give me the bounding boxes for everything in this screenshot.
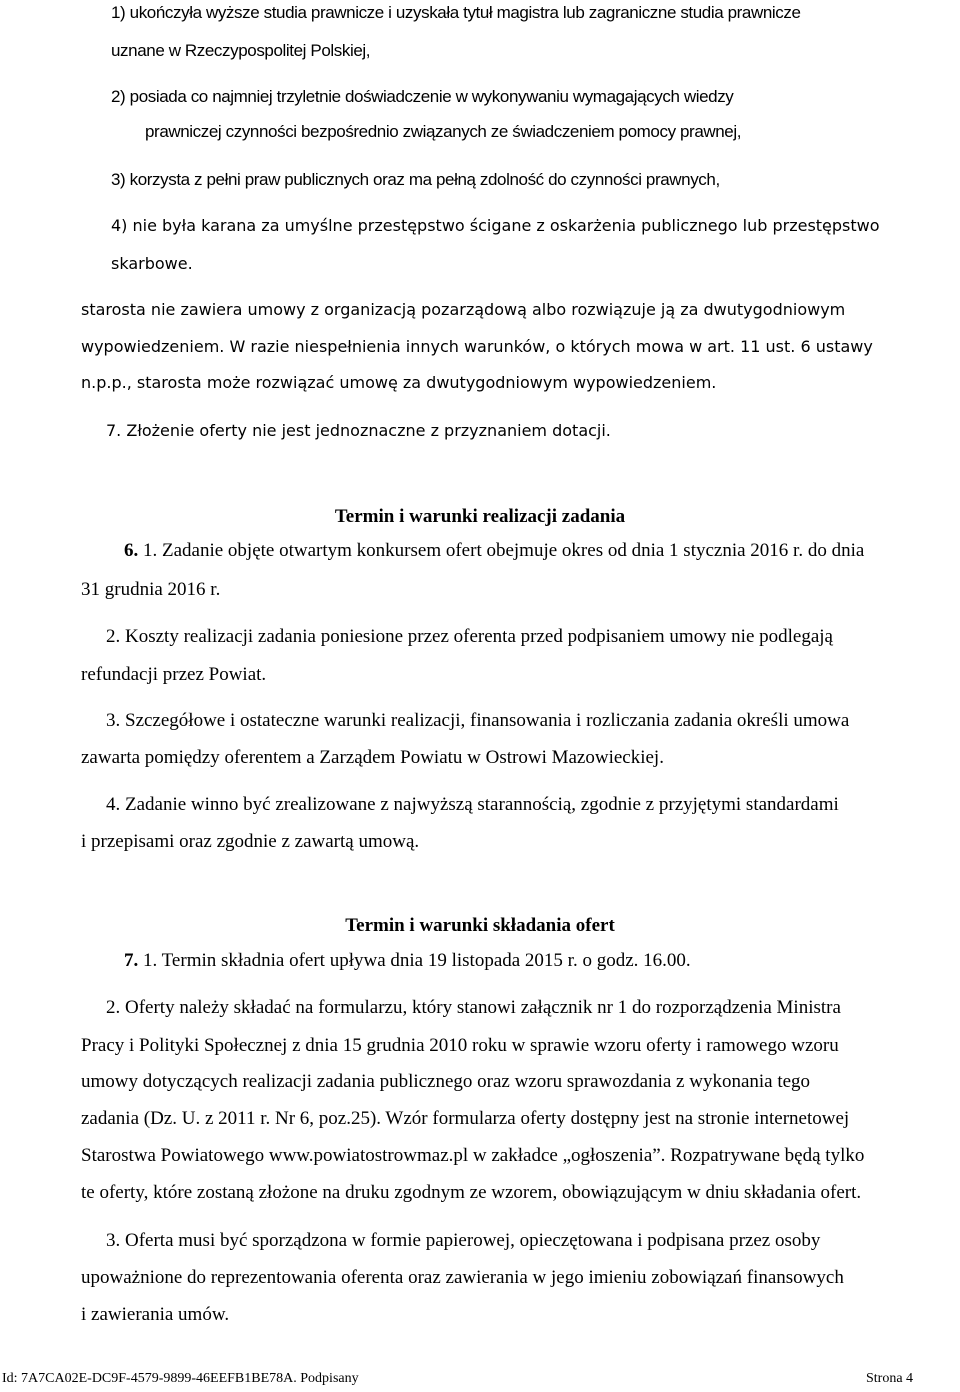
text-line: 3. Oferta musi być sporządzona w formie papierowej, opieczętowana i podpisana przez osoby — [106, 1230, 821, 1251]
page-number: Strona 4 — [866, 1371, 914, 1386]
text-line: Starostwa Powiatowego www.powiatostrowmaz.pl w zakładce „ogłoszenia”. Rozpatrywane będą tylko — [81, 1145, 865, 1166]
text-line: 2. Oferty należy składać na formularzu, który stanowi załącznik nr 1 do rozporządzenia Ministra — [106, 997, 841, 1018]
section-number: 7. — [124, 950, 139, 971]
text-line: n.p.p., starosta może rozwiązać umowę za dwutygodniowym wypowiedzeniem. — [81, 373, 717, 392]
text-line: 7. Złożenie oferty nie jest jednoznaczne z przyznaniem dotacji. — [106, 421, 611, 440]
text-line: prawniczej czynności bezpośrednio związanych ze świadczeniem pomocy prawnej, — [145, 122, 742, 141]
text-line: 1) ukończyła wyższe studia prawnicze i uzyskała tytuł magistra lub zagraniczne studia prawnicze — [111, 3, 801, 22]
text-span: 1. Zadanie objęte otwartym konkursem ofert obejmuje okres od dnia 1 stycznia 2016 r. do dnia — [138, 540, 865, 561]
text-span: 1. Termin składnia ofert upływa dnia 19 listopada 2015 r. o godz. 16.00. — [138, 950, 691, 971]
text-line: 3) korzysta z pełni praw publicznych oraz ma pełną zdolność do czynności prawnych, — [111, 170, 720, 189]
text-line: zadania (Dz. U. z 2011 r. Nr 6, poz.25). Wzór formularza oferty dostępny jest na stronie internetowej — [81, 1108, 850, 1129]
text-line: i zawierania umów. — [81, 1304, 230, 1325]
text-line: starosta nie zawiera umowy z organizacją pozarządową albo rozwiązuje ją za dwutygodniowym — [81, 300, 846, 319]
text-line: refundacji przez Powiat. — [81, 664, 267, 685]
text-line: 2) posiada co najmniej trzyletnie doświadczenie w wykonywaniu wymagających wiedzy — [111, 87, 734, 106]
text-line: zawarta pomiędzy oferentem a Zarządem Powiatu w Ostrowi Mazowieckiej. — [81, 747, 664, 768]
text-line: Pracy i Polityki Społecznej z dnia 15 grudnia 2010 roku w sprawie wzoru oferty i ramowego wzoru — [81, 1035, 839, 1056]
document-id: Id: 7A7CA02E-DC9F-4579-9899-46EEFB1BE78A. Podpisany — [2, 1371, 359, 1386]
text-line — [124, 951, 691, 970]
text-line: 2. Koszty realizacji zadania poniesione przez oferenta przed podpisaniem umowy nie podlegają — [106, 626, 833, 647]
text-line: wypowiedzeniem. W razie niespełnienia innych warunków, o których mowa w art. 11 ust. 6 ustawy — [81, 337, 873, 356]
text-line: umowy dotyczących realizacji zadania publicznego oraz wzoru sprawozdania z wykonania tego — [81, 1071, 811, 1092]
section-number: 6. — [124, 540, 139, 561]
text-line: te oferty, które zostaną złożone na druku zgodnym ze wzorem, obowiązującym w dniu składania ofert. — [81, 1182, 862, 1203]
section-heading: Termin i warunki realizacji zadania — [334, 506, 626, 527]
text-line: 4. Zadanie winno być zrealizowane z najwyższą starannością, zgodnie z przyjętymi standardami — [106, 794, 839, 815]
section-heading: Termin i warunki składania ofert — [345, 915, 615, 936]
text-line: 31 grudnia 2016 r. — [81, 579, 221, 600]
text-line: uznane w Rzeczypospolitej Polskiej, — [111, 41, 371, 60]
text-line: i przepisami oraz zgodnie z zawartą umową. — [81, 831, 420, 852]
text-line — [124, 541, 864, 560]
text-line: upoważnione do reprezentowania oferenta oraz zawierania w jego imieniu zobowiązań finansowych — [81, 1267, 844, 1288]
text-line: 4) nie była karana za umyślne przestępstwo ścigane z oskarżenia publicznego lub przestępstwo — [111, 216, 880, 235]
text-line: skarbowe. — [111, 254, 193, 273]
text-line: 3. Szczegółowe i ostateczne warunki realizacji, finansowania i rozliczania zadania określi umowa — [106, 710, 850, 731]
